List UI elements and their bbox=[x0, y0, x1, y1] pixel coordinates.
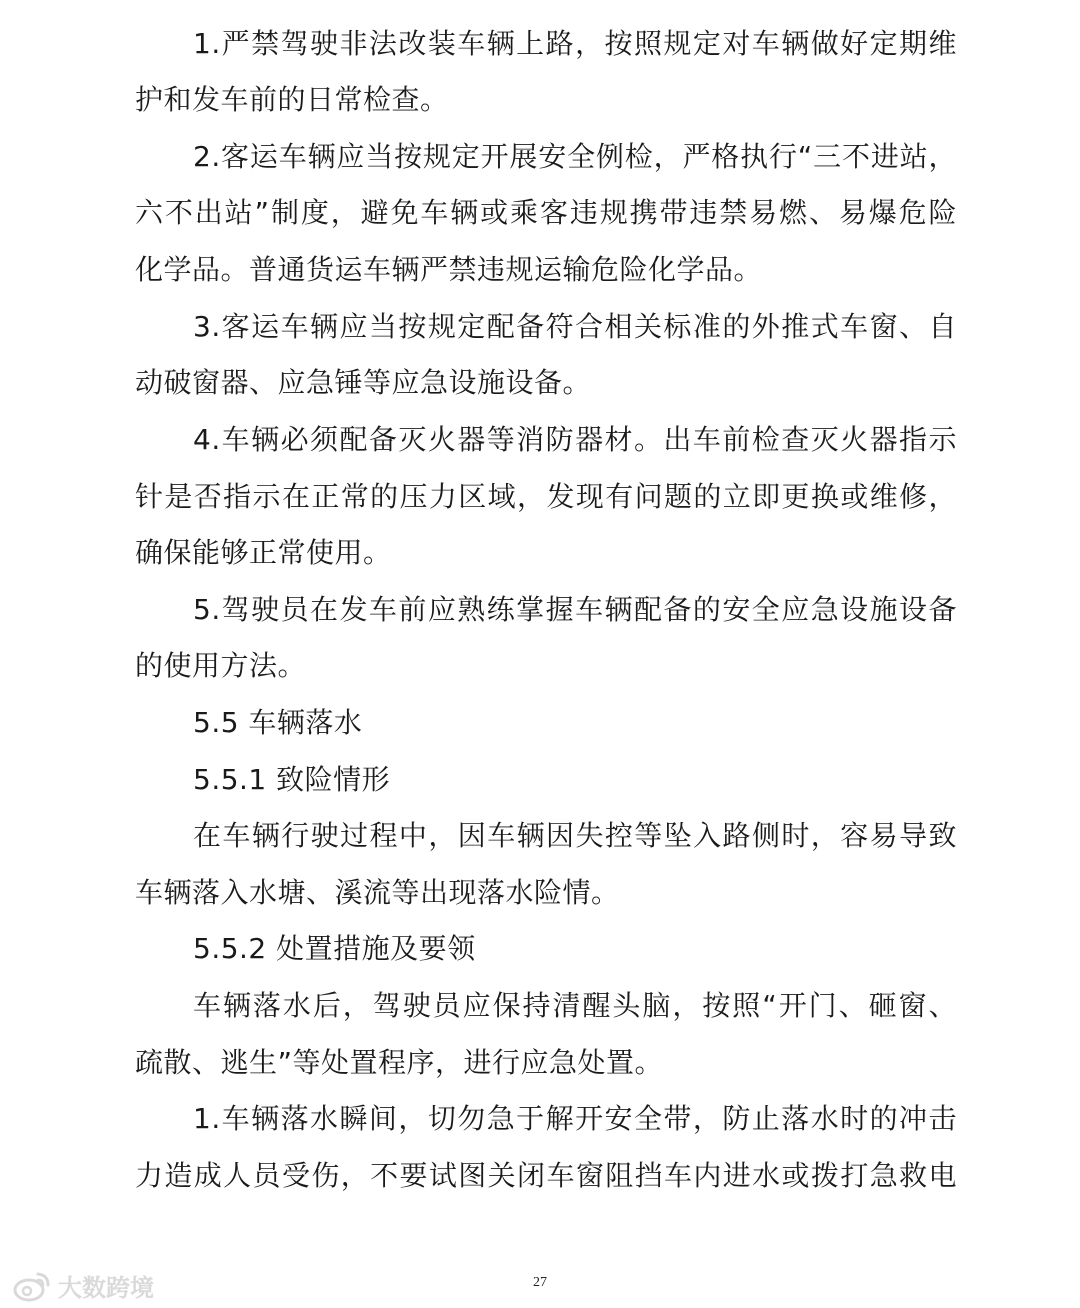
text-line: 确保能够正常使用。 bbox=[135, 536, 392, 569]
text-line: 针是否指示在正常的压力区域，发现有问题的立即更换或维修， bbox=[135, 480, 957, 513]
text-line: 在车辆行驶过程中，因车辆因失控等坠入路侧时，容易导致 bbox=[193, 819, 957, 852]
text-line: 1.严禁驾驶非法改装车辆上路，按照规定对车辆做好定期维 bbox=[193, 27, 957, 60]
text-line: 六不出站”制度，避免车辆或乘客违规携带违禁易燃、易爆危险 bbox=[135, 196, 957, 229]
text-line: 的使用方法。 bbox=[135, 649, 307, 682]
watermark-text: 大数跨境 bbox=[58, 1274, 154, 1302]
text-line: 化学品。普通货运车辆严禁违规运输危险化学品。 bbox=[135, 253, 763, 286]
text-line: 车辆落入水塘、溪流等出现落水险情。 bbox=[135, 876, 620, 909]
text-line: 3.客运车辆应当按规定配备符合相关标准的外推式车窗、自 bbox=[193, 310, 957, 343]
text-line: 5.驾驶员在发车前应熟练掌握车辆配备的安全应急设施设备 bbox=[193, 593, 957, 626]
section-heading: 5.5 车辆落水 bbox=[193, 706, 363, 739]
text-line: 1.车辆落水瞬间，切勿急于解开安全带，防止落水时的冲击 bbox=[193, 1102, 957, 1135]
text-line: 动破窗器、应急锤等应急设施设备。 bbox=[135, 366, 592, 399]
subsection-heading: 5.5.1 致险情形 bbox=[193, 763, 391, 796]
subsection-heading: 5.5.2 处置措施及要领 bbox=[193, 932, 476, 965]
text-line: 2.客运车辆应当按规定开展安全例检，严格执行“三不进站， bbox=[193, 140, 957, 173]
text-line: 车辆落水后，驾驶员应保持清醒头脑，按照“开门、砸窗、 bbox=[193, 989, 957, 1022]
text-line: 疏散、逃生”等处置程序，进行应急处置。 bbox=[135, 1046, 664, 1079]
text-line: 护和发车前的日常检查。 bbox=[135, 83, 449, 116]
text-line: 4.车辆必须配备灭火器等消防器材。出车前检查灭火器指示 bbox=[193, 423, 957, 456]
text-line: 力造成人员受伤，不要试图关闭车窗阻挡车内进水或拨打急救电 bbox=[135, 1159, 957, 1192]
page-number: 27 bbox=[533, 1275, 547, 1290]
